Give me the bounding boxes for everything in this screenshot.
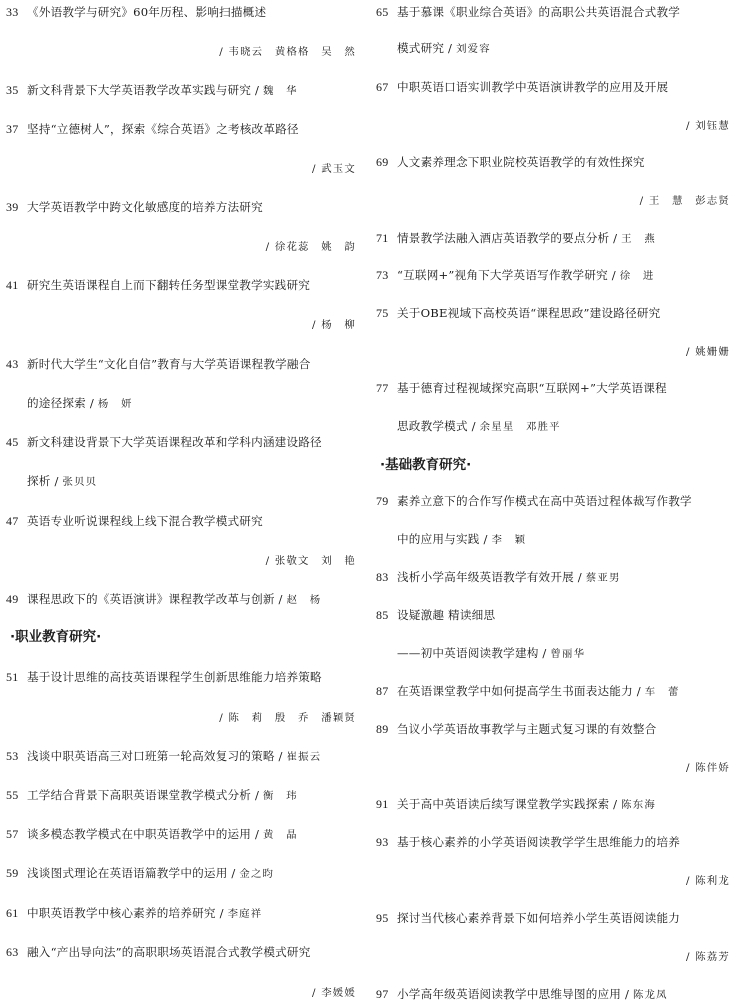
toc-entry-continuation xyxy=(370,40,736,57)
page-number: 69 xyxy=(376,155,389,169)
entry-title: 新文科建设背景下大学英语课程改革和学科内涵建设路径 xyxy=(27,435,322,449)
entry-authors: / 陈 莉 殷 乔 潘颖贤 xyxy=(219,712,356,724)
page-number: 59 xyxy=(6,866,19,880)
toc-entry xyxy=(370,4,736,20)
page-number: 79 xyxy=(376,494,389,508)
entry-authors: 杨 妍 xyxy=(97,398,133,410)
page-number: 41 xyxy=(6,278,19,292)
entry-title: 关于高中英语读后续写课堂教学实践探索 / xyxy=(397,797,622,811)
entry-title: 思政教学模式 / xyxy=(397,419,480,433)
toc-entry xyxy=(370,796,736,813)
entry-title: 刍议小学英语故事教学与主题式复习课的有效整合 xyxy=(397,722,657,736)
entry-authors: / 陈利龙 xyxy=(686,875,730,887)
toc-entry-continuation xyxy=(0,316,362,333)
toc-entry-continuation xyxy=(370,192,736,209)
entry-authors: 崔振云 xyxy=(286,751,322,763)
toc-entry xyxy=(0,905,362,922)
entry-title: 浅谈中职英语高三对口班第一轮高效复习的策略 / xyxy=(27,749,287,763)
toc-entry xyxy=(0,356,362,372)
entry-authors: / 陈荔芳 xyxy=(686,951,730,963)
entry-title: 工学结合背景下高职英语课堂教学模式分析 / xyxy=(27,788,263,802)
entry-authors: / 杨 柳 xyxy=(312,319,356,331)
page-number: 75 xyxy=(376,306,389,320)
page-number: 39 xyxy=(6,200,19,214)
entry-title: 研究生英语课程自上而下翻转任务型课堂教学实践研究 xyxy=(27,278,311,292)
entry-title: 中的应用与实践 / xyxy=(397,532,492,546)
entry-authors: 余星星 邓胜平 xyxy=(479,421,561,433)
toc-entry-continuation xyxy=(0,473,362,490)
page-number: 37 xyxy=(6,122,19,136)
page-number: 83 xyxy=(376,570,389,584)
toc-entry-continuation xyxy=(370,531,736,548)
toc-entry xyxy=(0,748,362,765)
toc-entry xyxy=(0,591,362,608)
page-number: 45 xyxy=(6,435,19,449)
toc-entry xyxy=(370,230,736,247)
toc-entry xyxy=(0,4,362,20)
toc-entry-continuation xyxy=(370,418,736,435)
toc-entry-continuation xyxy=(370,872,736,889)
page-number: 53 xyxy=(6,749,19,763)
entry-authors: 陈东海 xyxy=(621,799,656,811)
toc-entry-continuation xyxy=(370,948,736,965)
toc-entry xyxy=(0,787,362,804)
toc-entry xyxy=(370,79,736,95)
entry-title: 基于慕课《职业综合英语》的高职公共英语混合式教学 xyxy=(397,5,681,19)
page-number: 95 xyxy=(376,911,389,925)
entry-title: 新时代大学生“文化自信”教育与大学英语课程教学融合 xyxy=(27,357,311,371)
page-number: 77 xyxy=(376,381,389,395)
entry-authors: / 武玉文 xyxy=(312,163,356,175)
entry-title: 基于德育过程视域探究高职“互联网+”大学英语课程 xyxy=(397,381,667,395)
page-number: 71 xyxy=(376,231,389,245)
toc-entry-continuation xyxy=(370,117,736,134)
entry-title: 模式研究 / xyxy=(397,41,457,55)
entry-authors: / 徐花蕊 姚 韵 xyxy=(265,241,356,253)
entry-title: 人文素养理念下职业院校英语教学的有效性探究 xyxy=(397,155,645,169)
page-number: 57 xyxy=(6,827,19,841)
toc-entry-continuation xyxy=(0,552,362,569)
entry-authors: 黄 晶 xyxy=(262,829,298,841)
page-number: 63 xyxy=(6,945,19,959)
entry-title: 中职英语教学中核心素养的培养研究 / xyxy=(27,906,228,920)
entry-authors: / 姚姗姗 xyxy=(686,346,730,358)
entry-title: 小学高年级英语阅读教学中思维导图的应用 / xyxy=(397,987,633,1001)
toc-entry xyxy=(370,380,736,396)
toc-entry xyxy=(0,82,362,99)
page-number: 65 xyxy=(376,5,389,19)
toc-entry-continuation xyxy=(0,160,362,177)
entry-title: 在英语课堂教学中如何提高学生书面表达能力 / xyxy=(397,684,645,698)
page-number: 47 xyxy=(6,514,19,528)
toc-entry xyxy=(0,513,362,529)
toc-entry xyxy=(370,683,736,700)
entry-authors: 李 颖 xyxy=(491,534,527,546)
entry-title: 大学英语教学中跨文化敏感度的培养方法研究 xyxy=(27,200,263,214)
toc-entry-continuation xyxy=(0,709,362,726)
section-heading: ·职业教育研究· xyxy=(10,629,102,645)
entry-title: 情景教学法融入酒店英语教学的要点分析 / xyxy=(397,231,622,245)
entry-authors: 徐 进 xyxy=(619,270,655,282)
toc-entry xyxy=(370,154,736,170)
section-heading: ·基础教育研究· xyxy=(380,457,472,473)
entry-title: 设疑激趣 精读细思 xyxy=(397,608,496,622)
toc-entry xyxy=(370,834,736,850)
entry-title: 基于核心素养的小学英语阅读教学学生思维能力的培养 xyxy=(397,835,681,849)
entry-authors: / 李媛媛 xyxy=(312,987,356,999)
page-number: 87 xyxy=(376,684,389,698)
page-number: 35 xyxy=(6,83,19,97)
entry-title: “互联网+”视角下大学英语写作教学研究 / xyxy=(397,268,620,282)
toc-entry-continuation xyxy=(370,759,736,776)
entry-title: ——初中英语阅读教学建构 / xyxy=(397,646,551,660)
entry-title: 坚持“立德树人”，探索《综合英语》之考核改革路径 xyxy=(27,122,299,136)
toc-entry-continuation xyxy=(370,645,736,662)
entry-authors: 王 燕 xyxy=(621,233,656,245)
toc-entry xyxy=(370,607,736,623)
page-number: 85 xyxy=(376,608,389,622)
toc-entry xyxy=(0,865,362,882)
entry-authors: / 刘钰慧 xyxy=(686,120,730,132)
page-number: 93 xyxy=(376,835,389,849)
entry-authors: 蔡亚男 xyxy=(585,572,621,584)
page-number: 73 xyxy=(376,268,389,282)
entry-title: 《外语教学与研究》60年历程、影响扫描概述 xyxy=(27,5,267,19)
entry-title: 课程思政下的《英语演讲》课程教学改革与创新 / xyxy=(27,592,287,606)
toc-entry-continuation xyxy=(0,43,362,60)
toc-entry xyxy=(370,493,736,509)
toc-entry-continuation xyxy=(0,238,362,255)
toc-entry xyxy=(370,569,736,586)
page-number: 55 xyxy=(6,788,19,802)
entry-authors: 张贝贝 xyxy=(62,476,98,488)
page-number: 89 xyxy=(376,722,389,736)
page-number: 91 xyxy=(376,797,389,811)
toc-entry xyxy=(0,277,362,293)
toc-entry-continuation xyxy=(0,984,362,1001)
entry-authors: 曾丽华 xyxy=(550,648,586,660)
toc-entry xyxy=(0,826,362,843)
toc-entry xyxy=(0,669,362,685)
page-number: 61 xyxy=(6,906,19,920)
entry-title: 探析 / xyxy=(27,474,63,488)
entry-title: 浅析小学高年级英语教学有效开展 / xyxy=(397,570,586,584)
entry-title: 浅谈图式理论在英语语篇教学中的运用 / xyxy=(27,866,240,880)
entry-authors: 陈龙凤 xyxy=(632,989,668,1001)
entry-title: 谈多模态教学模式在中职英语教学中的运用 / xyxy=(27,827,263,841)
entry-title: 新文科背景下大学英语教学改革实践与研究 / xyxy=(27,83,263,97)
entry-authors: 魏 华 xyxy=(262,85,298,97)
toc-entry xyxy=(370,305,736,321)
entry-authors: 赵 杨 xyxy=(286,594,322,606)
entry-title: 的途径探索 / xyxy=(27,396,98,410)
toc-entry xyxy=(0,434,362,450)
entry-title: 英语专业听说课程线上线下混合教学模式研究 xyxy=(27,514,263,528)
page-number: 43 xyxy=(6,357,19,371)
toc-entry xyxy=(370,986,736,1003)
entry-title: 关于OBE视域下高校英语“课程思政”建设路径研究 xyxy=(397,306,661,320)
entry-authors: 衡 玮 xyxy=(262,790,298,802)
entry-authors: 刘爱容 xyxy=(456,43,491,55)
toc-entry-continuation xyxy=(0,395,362,412)
entry-authors: 车 蕾 xyxy=(644,686,680,698)
entry-authors: / 张敬文 刘 艳 xyxy=(265,555,356,567)
page-number: 67 xyxy=(376,80,389,94)
entry-authors: 李庭祥 xyxy=(227,908,263,920)
toc-entry xyxy=(370,910,736,926)
toc-entry xyxy=(0,121,362,137)
entry-authors: / 韦晓云 黄格格 吴 然 xyxy=(219,46,356,58)
page-number: 49 xyxy=(6,592,19,606)
page-number: 97 xyxy=(376,987,389,1001)
entry-title: 素养立意下的合作写作模式在高中英语过程体裁写作教学 xyxy=(397,494,692,508)
page-number: 33 xyxy=(6,5,19,19)
toc-entry xyxy=(0,199,362,215)
page-number: 51 xyxy=(6,670,19,684)
toc-entry xyxy=(370,721,736,737)
entry-title: 中职英语口语实训教学中英语演讲教学的应用及开展 xyxy=(397,80,669,94)
entry-authors: 金之昀 xyxy=(239,868,275,880)
entry-title: 融入“产出导向法”的高职职场英语混合式教学模式研究 xyxy=(27,945,311,959)
entry-title: 基于设计思维的高技英语课程学生创新思维能力培养策略 xyxy=(27,670,322,684)
entry-title: 探讨当代核心素养背景下如何培养小学生英语阅读能力 xyxy=(397,911,681,925)
toc-entry xyxy=(0,944,362,960)
toc-entry-continuation xyxy=(370,343,736,360)
entry-authors: / 陈伴娇 xyxy=(686,762,730,774)
toc-entry xyxy=(370,267,736,284)
entry-authors: / 王 慧 彭志贤 xyxy=(639,195,730,207)
